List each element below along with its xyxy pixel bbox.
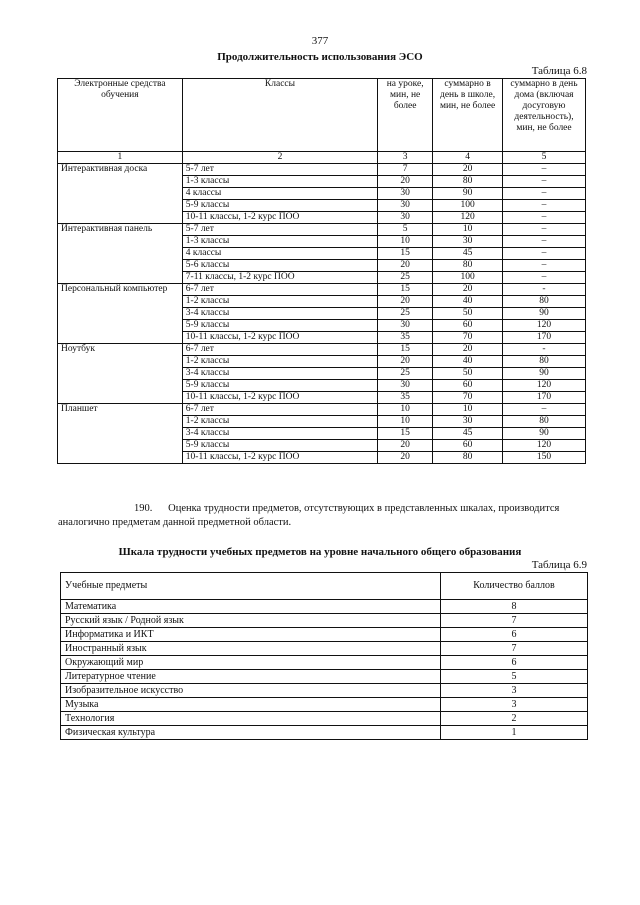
difficulty-scale-table <box>60 572 588 740</box>
subject-cell: Окружающий мир <box>61 656 441 670</box>
home-minutes-cell: 80 <box>503 416 586 428</box>
lesson-minutes-cell: 20 <box>378 260 433 272</box>
paragraph-text-line1: Оценка трудности предметов, отсутствующих в представленных шкалах, производится <box>168 503 560 514</box>
class-cell: 10-11 классы, 1-2 курс ПОО <box>182 452 377 464</box>
lesson-minutes-cell: 10 <box>378 404 433 416</box>
points-cell: 3 <box>441 698 588 712</box>
school-minutes-cell: 100 <box>433 272 503 284</box>
class-cell: 6-7 лет <box>182 284 377 296</box>
table-row <box>58 404 586 416</box>
home-minutes-cell: – <box>503 200 586 212</box>
subject-cell: Музыка <box>61 698 441 712</box>
points-cell: 7 <box>441 614 588 628</box>
home-minutes-cell: 80 <box>503 356 586 368</box>
lesson-minutes-cell: 30 <box>378 200 433 212</box>
table-row <box>58 344 586 356</box>
header-row <box>61 573 588 600</box>
header-row <box>58 79 586 152</box>
points-cell: 3 <box>441 684 588 698</box>
school-minutes-cell: 70 <box>433 392 503 404</box>
class-cell: 1-3 классы <box>182 236 377 248</box>
school-minutes-cell: 20 <box>433 164 503 176</box>
device-cell: Интерактивная доска <box>58 164 183 224</box>
class-cell: 4 классы <box>182 188 377 200</box>
header-subjects: Учебные предметы <box>61 573 441 600</box>
school-minutes-cell: 100 <box>433 200 503 212</box>
home-minutes-cell: – <box>503 248 586 260</box>
lesson-minutes-cell: 15 <box>378 284 433 296</box>
difficulty-scale-table-body <box>61 600 588 740</box>
class-cell: 1-2 классы <box>182 356 377 368</box>
home-minutes-cell: - <box>503 344 586 356</box>
home-minutes-cell: – <box>503 236 586 248</box>
school-minutes-cell: 20 <box>433 284 503 296</box>
column-number: 4 <box>433 152 503 164</box>
school-minutes-cell: 120 <box>433 212 503 224</box>
class-cell: 5-9 классы <box>182 200 377 212</box>
table-row <box>61 656 588 670</box>
home-minutes-cell: 170 <box>503 392 586 404</box>
table-row <box>61 614 588 628</box>
lesson-minutes-cell: 25 <box>378 308 433 320</box>
column-number: 2 <box>182 152 377 164</box>
class-cell: 5-9 классы <box>182 380 377 392</box>
points-cell: 5 <box>441 670 588 684</box>
header-device: Электронные средства обучения <box>58 79 183 152</box>
table-row <box>61 712 588 726</box>
header-classes: Классы <box>182 79 377 152</box>
school-minutes-cell: 90 <box>433 188 503 200</box>
class-cell: 1-2 классы <box>182 296 377 308</box>
class-cell: 10-11 классы, 1-2 курс ПОО <box>182 212 377 224</box>
class-cell: 6-7 лет <box>182 344 377 356</box>
table-row <box>61 600 588 614</box>
school-minutes-cell: 80 <box>433 452 503 464</box>
subject-cell: Технология <box>61 712 441 726</box>
header-school: суммарно в день в школе, мин, не более <box>433 79 503 152</box>
lesson-minutes-cell: 30 <box>378 212 433 224</box>
points-cell: 2 <box>441 712 588 726</box>
subject-cell: Русский язык / Родной язык <box>61 614 441 628</box>
eso-duration-table <box>57 78 586 464</box>
paragraph-190 <box>58 502 590 530</box>
eso-duration-title: Продолжительность использования ЭСО <box>217 51 423 63</box>
subject-cell: Иностранный язык <box>61 642 441 656</box>
lesson-minutes-cell: 35 <box>378 392 433 404</box>
school-minutes-cell: 20 <box>433 344 503 356</box>
header-lesson: на уроке, мин, не более <box>378 79 433 152</box>
school-minutes-cell: 80 <box>433 176 503 188</box>
difficulty-scale-title: Шкала трудности учебных предметов на уровне начального общего образования <box>118 546 522 558</box>
points-cell: 8 <box>441 600 588 614</box>
class-cell: 3-4 классы <box>182 428 377 440</box>
column-number: 3 <box>378 152 433 164</box>
paragraph-text-line2: аналогично предметам данной предметной области. <box>58 517 292 528</box>
lesson-minutes-cell: 25 <box>378 368 433 380</box>
eso-duration-table-body <box>58 164 586 464</box>
column-number: 5 <box>503 152 586 164</box>
school-minutes-cell: 80 <box>433 260 503 272</box>
points-cell: 7 <box>441 642 588 656</box>
school-minutes-cell: 45 <box>433 428 503 440</box>
subject-cell: Информатика и ИКТ <box>61 628 441 642</box>
class-cell: 5-6 классы <box>182 260 377 272</box>
lesson-minutes-cell: 15 <box>378 248 433 260</box>
class-cell: 10-11 классы, 1-2 курс ПОО <box>182 392 377 404</box>
class-cell: 10-11 классы, 1-2 курс ПОО <box>182 332 377 344</box>
home-minutes-cell: – <box>503 164 586 176</box>
header-points: Количество баллов <box>441 573 588 600</box>
device-cell: Интерактивная панель <box>58 224 183 284</box>
table-6-9-label: Таблица 6.9 <box>531 559 587 571</box>
table-row <box>61 684 588 698</box>
header-home: суммарно в день дома (включая досуговую деятельность), мин, не более <box>503 79 586 152</box>
home-minutes-cell: 120 <box>503 440 586 452</box>
home-minutes-cell: – <box>503 272 586 284</box>
school-minutes-cell: 40 <box>433 296 503 308</box>
school-minutes-cell: 60 <box>433 440 503 452</box>
home-minutes-cell: 170 <box>503 332 586 344</box>
column-number-row <box>58 152 586 164</box>
home-minutes-cell: 90 <box>503 368 586 380</box>
home-minutes-cell: – <box>503 260 586 272</box>
lesson-minutes-cell: 35 <box>378 332 433 344</box>
lesson-minutes-cell: 20 <box>378 296 433 308</box>
school-minutes-cell: 30 <box>433 416 503 428</box>
school-minutes-cell: 70 <box>433 332 503 344</box>
lesson-minutes-cell: 20 <box>378 176 433 188</box>
lesson-minutes-cell: 5 <box>378 224 433 236</box>
lesson-minutes-cell: 30 <box>378 380 433 392</box>
lesson-minutes-cell: 20 <box>378 452 433 464</box>
lesson-minutes-cell: 15 <box>378 344 433 356</box>
school-minutes-cell: 45 <box>433 248 503 260</box>
lesson-minutes-cell: 10 <box>378 236 433 248</box>
lesson-minutes-cell: 7 <box>378 164 433 176</box>
class-cell: 4 классы <box>182 248 377 260</box>
home-minutes-cell: 90 <box>503 428 586 440</box>
home-minutes-cell: 90 <box>503 308 586 320</box>
school-minutes-cell: 60 <box>433 320 503 332</box>
subject-cell: Литературное чтение <box>61 670 441 684</box>
device-cell: Планшет <box>58 404 183 464</box>
table-row <box>58 164 586 176</box>
paragraph-number: 190. <box>134 503 153 514</box>
lesson-minutes-cell: 20 <box>378 356 433 368</box>
home-minutes-cell: – <box>503 212 586 224</box>
table-row <box>61 642 588 656</box>
lesson-minutes-cell: 15 <box>378 428 433 440</box>
lesson-minutes-cell: 30 <box>378 188 433 200</box>
class-cell: 1-3 классы <box>182 176 377 188</box>
school-minutes-cell: 50 <box>433 368 503 380</box>
school-minutes-cell: 10 <box>433 224 503 236</box>
points-cell: 1 <box>441 726 588 740</box>
home-minutes-cell: – <box>503 176 586 188</box>
lesson-minutes-cell: 20 <box>378 440 433 452</box>
page-number: 377 <box>311 35 329 47</box>
class-cell: 7-11 классы, 1-2 курс ПОО <box>182 272 377 284</box>
class-cell: 5-9 классы <box>182 440 377 452</box>
table-row <box>61 726 588 740</box>
class-cell: 6-7 лет <box>182 404 377 416</box>
subject-cell: Математика <box>61 600 441 614</box>
class-cell: 5-7 лет <box>182 164 377 176</box>
class-cell: 5-9 классы <box>182 320 377 332</box>
lesson-minutes-cell: 25 <box>378 272 433 284</box>
home-minutes-cell: – <box>503 188 586 200</box>
table-row <box>58 284 586 296</box>
home-minutes-cell: – <box>503 224 586 236</box>
home-minutes-cell: 150 <box>503 452 586 464</box>
home-minutes-cell: 120 <box>503 320 586 332</box>
lesson-minutes-cell: 30 <box>378 320 433 332</box>
class-cell: 5-7 лет <box>182 224 377 236</box>
home-minutes-cell: – <box>503 404 586 416</box>
class-cell: 3-4 классы <box>182 308 377 320</box>
table-row <box>61 670 588 684</box>
home-minutes-cell: 120 <box>503 380 586 392</box>
school-minutes-cell: 30 <box>433 236 503 248</box>
subject-cell: Физическая культура <box>61 726 441 740</box>
points-cell: 6 <box>441 656 588 670</box>
class-cell: 1-2 классы <box>182 416 377 428</box>
table-row <box>58 224 586 236</box>
points-cell: 6 <box>441 628 588 642</box>
school-minutes-cell: 40 <box>433 356 503 368</box>
column-number: 1 <box>58 152 183 164</box>
table-row <box>61 698 588 712</box>
school-minutes-cell: 50 <box>433 308 503 320</box>
school-minutes-cell: 10 <box>433 404 503 416</box>
device-cell: Ноутбук <box>58 344 183 404</box>
device-cell: Персональный компьютер <box>58 284 183 344</box>
table-6-8-label: Таблица 6.8 <box>531 65 587 77</box>
school-minutes-cell: 60 <box>433 380 503 392</box>
lesson-minutes-cell: 10 <box>378 416 433 428</box>
home-minutes-cell: - <box>503 284 586 296</box>
subject-cell: Изобразительное искусство <box>61 684 441 698</box>
home-minutes-cell: 80 <box>503 296 586 308</box>
class-cell: 3-4 классы <box>182 368 377 380</box>
table-row <box>61 628 588 642</box>
